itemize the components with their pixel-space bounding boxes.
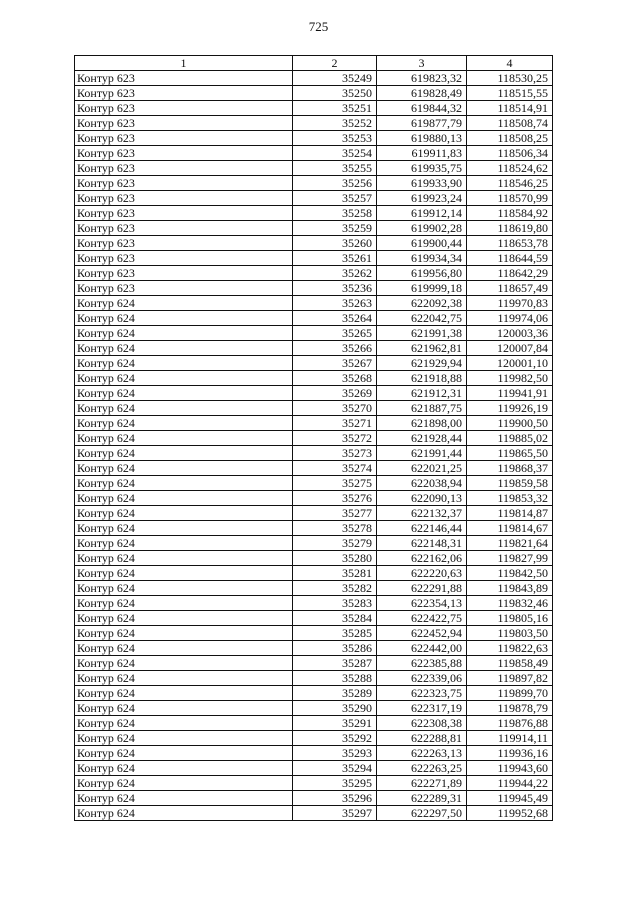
x-coordinate-cell: 621928,44: [377, 431, 467, 446]
point-number-cell: 35279: [293, 536, 377, 551]
y-coordinate-cell: 119936,16: [467, 746, 553, 761]
point-number-cell: 35269: [293, 386, 377, 401]
contour-name-cell: Контур 624: [75, 401, 293, 416]
point-number-cell: 35252: [293, 116, 377, 131]
point-number-cell: 35268: [293, 371, 377, 386]
y-coordinate-cell: 119805,16: [467, 611, 553, 626]
x-coordinate-cell: 622308,38: [377, 716, 467, 731]
contour-name-cell: Контур 624: [75, 566, 293, 581]
point-number-cell: 35253: [293, 131, 377, 146]
table-row: [75, 626, 553, 641]
x-coordinate-cell: 622452,94: [377, 626, 467, 641]
contour-name-cell: Контур 624: [75, 551, 293, 566]
contour-name-cell: Контур 624: [75, 341, 293, 356]
table-row: [75, 431, 553, 446]
table-row: [75, 716, 553, 731]
y-coordinate-cell: 118524,62: [467, 161, 553, 176]
x-coordinate-cell: 621929,94: [377, 356, 467, 371]
y-coordinate-cell: 119952,68: [467, 806, 553, 821]
point-number-cell: 35254: [293, 146, 377, 161]
table-row: [75, 806, 553, 821]
contour-name-cell: Контур 624: [75, 806, 293, 821]
x-coordinate-cell: 619933,90: [377, 176, 467, 191]
table-row: [75, 581, 553, 596]
point-number-cell: 35286: [293, 641, 377, 656]
x-coordinate-cell: 622288,81: [377, 731, 467, 746]
point-number-cell: 35295: [293, 776, 377, 791]
point-number-cell: 35276: [293, 491, 377, 506]
contour-name-cell: Контур 623: [75, 161, 293, 176]
contour-name-cell: Контур 624: [75, 716, 293, 731]
y-coordinate-cell: 120007,84: [467, 341, 553, 356]
contour-name-cell: Контур 624: [75, 626, 293, 641]
x-coordinate-cell: 619828,49: [377, 86, 467, 101]
x-coordinate-cell: 621962,81: [377, 341, 467, 356]
point-number-cell: 35264: [293, 311, 377, 326]
contour-name-cell: Контур 624: [75, 356, 293, 371]
column-header-2: 2: [293, 56, 377, 71]
table-row: [75, 686, 553, 701]
y-coordinate-cell: 118653,78: [467, 236, 553, 251]
x-coordinate-cell: 622297,50: [377, 806, 467, 821]
y-coordinate-cell: 118642,29: [467, 266, 553, 281]
y-coordinate-cell: 118530,25: [467, 71, 553, 86]
y-coordinate-cell: 119868,37: [467, 461, 553, 476]
y-coordinate-cell: 118506,34: [467, 146, 553, 161]
x-coordinate-cell: 622263,13: [377, 746, 467, 761]
point-number-cell: 35265: [293, 326, 377, 341]
table-row: [75, 281, 553, 296]
contour-name-cell: Контур 623: [75, 236, 293, 251]
contour-name-cell: Контур 624: [75, 686, 293, 701]
point-number-cell: 35277: [293, 506, 377, 521]
point-number-cell: 35292: [293, 731, 377, 746]
contour-name-cell: Контур 624: [75, 701, 293, 716]
y-coordinate-cell: 119814,67: [467, 521, 553, 536]
point-number-cell: 35259: [293, 221, 377, 236]
x-coordinate-cell: 622220,63: [377, 566, 467, 581]
x-coordinate-cell: 622263,25: [377, 761, 467, 776]
y-coordinate-cell: 118515,55: [467, 86, 553, 101]
x-coordinate-cell: 619911,83: [377, 146, 467, 161]
x-coordinate-cell: 622291,88: [377, 581, 467, 596]
point-number-cell: 35249: [293, 71, 377, 86]
table-row: [75, 221, 553, 236]
x-coordinate-cell: 622271,89: [377, 776, 467, 791]
contour-name-cell: Контур 623: [75, 71, 293, 86]
x-coordinate-cell: 622148,31: [377, 536, 467, 551]
table-row: [75, 671, 553, 686]
y-coordinate-cell: 119974,06: [467, 311, 553, 326]
y-coordinate-cell: 119926,19: [467, 401, 553, 416]
contour-name-cell: Контур 623: [75, 251, 293, 266]
point-number-cell: 35294: [293, 761, 377, 776]
point-number-cell: 35258: [293, 206, 377, 221]
y-coordinate-cell: 119944,22: [467, 776, 553, 791]
point-number-cell: 35284: [293, 611, 377, 626]
table-row: [75, 236, 553, 251]
y-coordinate-cell: 118570,99: [467, 191, 553, 206]
point-number-cell: 35261: [293, 251, 377, 266]
table-row: [75, 101, 553, 116]
y-coordinate-cell: 119945,49: [467, 791, 553, 806]
x-coordinate-cell: 619823,32: [377, 71, 467, 86]
point-number-cell: 35291: [293, 716, 377, 731]
y-coordinate-cell: 119900,50: [467, 416, 553, 431]
contour-name-cell: Контур 624: [75, 611, 293, 626]
table-row: [75, 641, 553, 656]
contour-name-cell: Контур 624: [75, 521, 293, 536]
point-number-cell: 35281: [293, 566, 377, 581]
contour-name-cell: Контур 624: [75, 581, 293, 596]
contour-name-cell: Контур 624: [75, 296, 293, 311]
contour-name-cell: Контур 623: [75, 221, 293, 236]
x-coordinate-cell: 619880,13: [377, 131, 467, 146]
x-coordinate-cell: 622042,75: [377, 311, 467, 326]
contour-name-cell: Контур 623: [75, 176, 293, 191]
point-number-cell: 35275: [293, 476, 377, 491]
x-coordinate-cell: 622090,13: [377, 491, 467, 506]
point-number-cell: 35262: [293, 266, 377, 281]
table-row: [75, 476, 553, 491]
x-coordinate-cell: 619956,80: [377, 266, 467, 281]
y-coordinate-cell: 118619,80: [467, 221, 553, 236]
y-coordinate-cell: 119853,32: [467, 491, 553, 506]
point-number-cell: 35271: [293, 416, 377, 431]
x-coordinate-cell: 622092,38: [377, 296, 467, 311]
point-number-cell: 35290: [293, 701, 377, 716]
contour-name-cell: Контур 624: [75, 416, 293, 431]
x-coordinate-cell: 622162,06: [377, 551, 467, 566]
contour-name-cell: Контур 624: [75, 671, 293, 686]
table-row: [75, 146, 553, 161]
point-number-cell: 35283: [293, 596, 377, 611]
x-coordinate-cell: 619912,14: [377, 206, 467, 221]
y-coordinate-cell: 119899,70: [467, 686, 553, 701]
table-row: [75, 356, 553, 371]
x-coordinate-cell: 619934,34: [377, 251, 467, 266]
contour-name-cell: Контур 624: [75, 386, 293, 401]
table-row: [75, 521, 553, 536]
point-number-cell: 35282: [293, 581, 377, 596]
contour-name-cell: Контур 623: [75, 101, 293, 116]
table-row: [75, 86, 553, 101]
x-coordinate-cell: 622354,13: [377, 596, 467, 611]
x-coordinate-cell: 622422,75: [377, 611, 467, 626]
point-number-cell: 35287: [293, 656, 377, 671]
table-row: [75, 341, 553, 356]
point-number-cell: 35256: [293, 176, 377, 191]
contour-name-cell: Контур 624: [75, 791, 293, 806]
table-row: [75, 191, 553, 206]
point-number-cell: 35250: [293, 86, 377, 101]
table-header-row: [75, 56, 553, 71]
column-header-3: 3: [377, 56, 467, 71]
y-coordinate-cell: 119876,88: [467, 716, 553, 731]
point-number-cell: 35266: [293, 341, 377, 356]
x-coordinate-cell: 619877,79: [377, 116, 467, 131]
table-row: [75, 776, 553, 791]
point-number-cell: 35297: [293, 806, 377, 821]
y-coordinate-cell: 119865,50: [467, 446, 553, 461]
table-row: [75, 701, 553, 716]
y-coordinate-cell: 119827,99: [467, 551, 553, 566]
x-coordinate-cell: 619900,44: [377, 236, 467, 251]
point-number-cell: 35270: [293, 401, 377, 416]
point-number-cell: 35263: [293, 296, 377, 311]
table-row: [75, 206, 553, 221]
table-row: [75, 311, 553, 326]
point-number-cell: 35278: [293, 521, 377, 536]
table-row: [75, 176, 553, 191]
x-coordinate-cell: 621898,00: [377, 416, 467, 431]
x-coordinate-cell: 622289,31: [377, 791, 467, 806]
coordinates-table: [74, 55, 553, 821]
contour-name-cell: Контур 624: [75, 446, 293, 461]
point-number-cell: 35296: [293, 791, 377, 806]
point-number-cell: 35255: [293, 161, 377, 176]
y-coordinate-cell: 118584,92: [467, 206, 553, 221]
x-coordinate-cell: 621918,88: [377, 371, 467, 386]
y-coordinate-cell: 119914,11: [467, 731, 553, 746]
contour-name-cell: Контур 624: [75, 641, 293, 656]
table-row: [75, 791, 553, 806]
table-row: [75, 611, 553, 626]
contour-name-cell: Контур 624: [75, 506, 293, 521]
x-coordinate-cell: 619902,28: [377, 221, 467, 236]
y-coordinate-cell: 119943,60: [467, 761, 553, 776]
point-number-cell: 35260: [293, 236, 377, 251]
x-coordinate-cell: 619923,24: [377, 191, 467, 206]
y-coordinate-cell: 119843,89: [467, 581, 553, 596]
x-coordinate-cell: 621991,44: [377, 446, 467, 461]
contour-name-cell: Контур 624: [75, 596, 293, 611]
y-coordinate-cell: 119821,64: [467, 536, 553, 551]
table-row: [75, 506, 553, 521]
table-row: [75, 161, 553, 176]
y-coordinate-cell: 119859,58: [467, 476, 553, 491]
point-number-cell: 35273: [293, 446, 377, 461]
x-coordinate-cell: 622323,75: [377, 686, 467, 701]
y-coordinate-cell: 118508,74: [467, 116, 553, 131]
contour-name-cell: Контур 624: [75, 776, 293, 791]
table-row: [75, 131, 553, 146]
table-row: [75, 251, 553, 266]
table-row: [75, 401, 553, 416]
y-coordinate-cell: 119832,46: [467, 596, 553, 611]
y-coordinate-cell: 118508,25: [467, 131, 553, 146]
table-body: [75, 71, 553, 821]
x-coordinate-cell: 622442,00: [377, 641, 467, 656]
table-row: [75, 656, 553, 671]
table-row: [75, 116, 553, 131]
contour-name-cell: Контур 623: [75, 266, 293, 281]
table-row: [75, 371, 553, 386]
x-coordinate-cell: 619999,18: [377, 281, 467, 296]
x-coordinate-cell: 619935,75: [377, 161, 467, 176]
page-number: 725: [308, 19, 329, 34]
table-row: [75, 71, 553, 86]
point-number-cell: 35288: [293, 671, 377, 686]
x-coordinate-cell: 622038,94: [377, 476, 467, 491]
table-row: [75, 386, 553, 401]
x-coordinate-cell: 621991,38: [377, 326, 467, 341]
y-coordinate-cell: 119814,87: [467, 506, 553, 521]
y-coordinate-cell: 118514,91: [467, 101, 553, 116]
table-row: [75, 266, 553, 281]
table-row: [75, 416, 553, 431]
y-coordinate-cell: 118644,59: [467, 251, 553, 266]
y-coordinate-cell: 119842,50: [467, 566, 553, 581]
y-coordinate-cell: 119822,63: [467, 641, 553, 656]
y-coordinate-cell: 118546,25: [467, 176, 553, 191]
contour-name-cell: Контур 624: [75, 746, 293, 761]
contour-name-cell: Контур 623: [75, 86, 293, 101]
point-number-cell: 35251: [293, 101, 377, 116]
contour-name-cell: Контур 624: [75, 731, 293, 746]
contour-name-cell: Контур 624: [75, 311, 293, 326]
x-coordinate-cell: 621887,75: [377, 401, 467, 416]
contour-name-cell: Контур 624: [75, 491, 293, 506]
table-row: [75, 296, 553, 311]
table-row: [75, 566, 553, 581]
x-coordinate-cell: 622317,19: [377, 701, 467, 716]
table-row: [75, 491, 553, 506]
table-row: [75, 536, 553, 551]
y-coordinate-cell: 119970,83: [467, 296, 553, 311]
x-coordinate-cell: 619844,32: [377, 101, 467, 116]
y-coordinate-cell: 119982,50: [467, 371, 553, 386]
table-row: [75, 596, 553, 611]
table-row: [75, 746, 553, 761]
x-coordinate-cell: 621912,31: [377, 386, 467, 401]
column-header-4: 4: [467, 56, 553, 71]
y-coordinate-cell: 118657,49: [467, 281, 553, 296]
contour-name-cell: Контур 623: [75, 281, 293, 296]
column-header-1: 1: [75, 56, 293, 71]
y-coordinate-cell: 119941,91: [467, 386, 553, 401]
point-number-cell: 35280: [293, 551, 377, 566]
contour-name-cell: Контур 624: [75, 761, 293, 776]
y-coordinate-cell: 119878,79: [467, 701, 553, 716]
contour-name-cell: Контур 624: [75, 476, 293, 491]
contour-name-cell: Контур 623: [75, 191, 293, 206]
x-coordinate-cell: 622339,06: [377, 671, 467, 686]
point-number-cell: 35274: [293, 461, 377, 476]
table-row: [75, 731, 553, 746]
contour-name-cell: Контур 624: [75, 536, 293, 551]
table-row: [75, 551, 553, 566]
table-row: [75, 761, 553, 776]
x-coordinate-cell: 622132,37: [377, 506, 467, 521]
table-row: [75, 446, 553, 461]
contour-name-cell: Контур 623: [75, 131, 293, 146]
table-row: [75, 326, 553, 341]
contour-name-cell: Контур 624: [75, 326, 293, 341]
contour-name-cell: Контур 624: [75, 371, 293, 386]
contour-name-cell: Контур 623: [75, 206, 293, 221]
point-number-cell: 35236: [293, 281, 377, 296]
y-coordinate-cell: 120003,36: [467, 326, 553, 341]
contour-name-cell: Контур 624: [75, 656, 293, 671]
x-coordinate-cell: 622385,88: [377, 656, 467, 671]
point-number-cell: 35285: [293, 626, 377, 641]
point-number-cell: 35257: [293, 191, 377, 206]
contour-name-cell: Контур 623: [75, 116, 293, 131]
point-number-cell: 35267: [293, 356, 377, 371]
contour-name-cell: Контур 624: [75, 461, 293, 476]
contour-name-cell: Контур 623: [75, 146, 293, 161]
table-row: [75, 461, 553, 476]
point-number-cell: 35272: [293, 431, 377, 446]
y-coordinate-cell: 119885,02: [467, 431, 553, 446]
y-coordinate-cell: 119897,82: [467, 671, 553, 686]
y-coordinate-cell: 119803,50: [467, 626, 553, 641]
x-coordinate-cell: 622146,44: [377, 521, 467, 536]
point-number-cell: 35289: [293, 686, 377, 701]
y-coordinate-cell: 119858,49: [467, 656, 553, 671]
x-coordinate-cell: 622021,25: [377, 461, 467, 476]
contour-name-cell: Контур 624: [75, 431, 293, 446]
point-number-cell: 35293: [293, 746, 377, 761]
y-coordinate-cell: 120001,10: [467, 356, 553, 371]
